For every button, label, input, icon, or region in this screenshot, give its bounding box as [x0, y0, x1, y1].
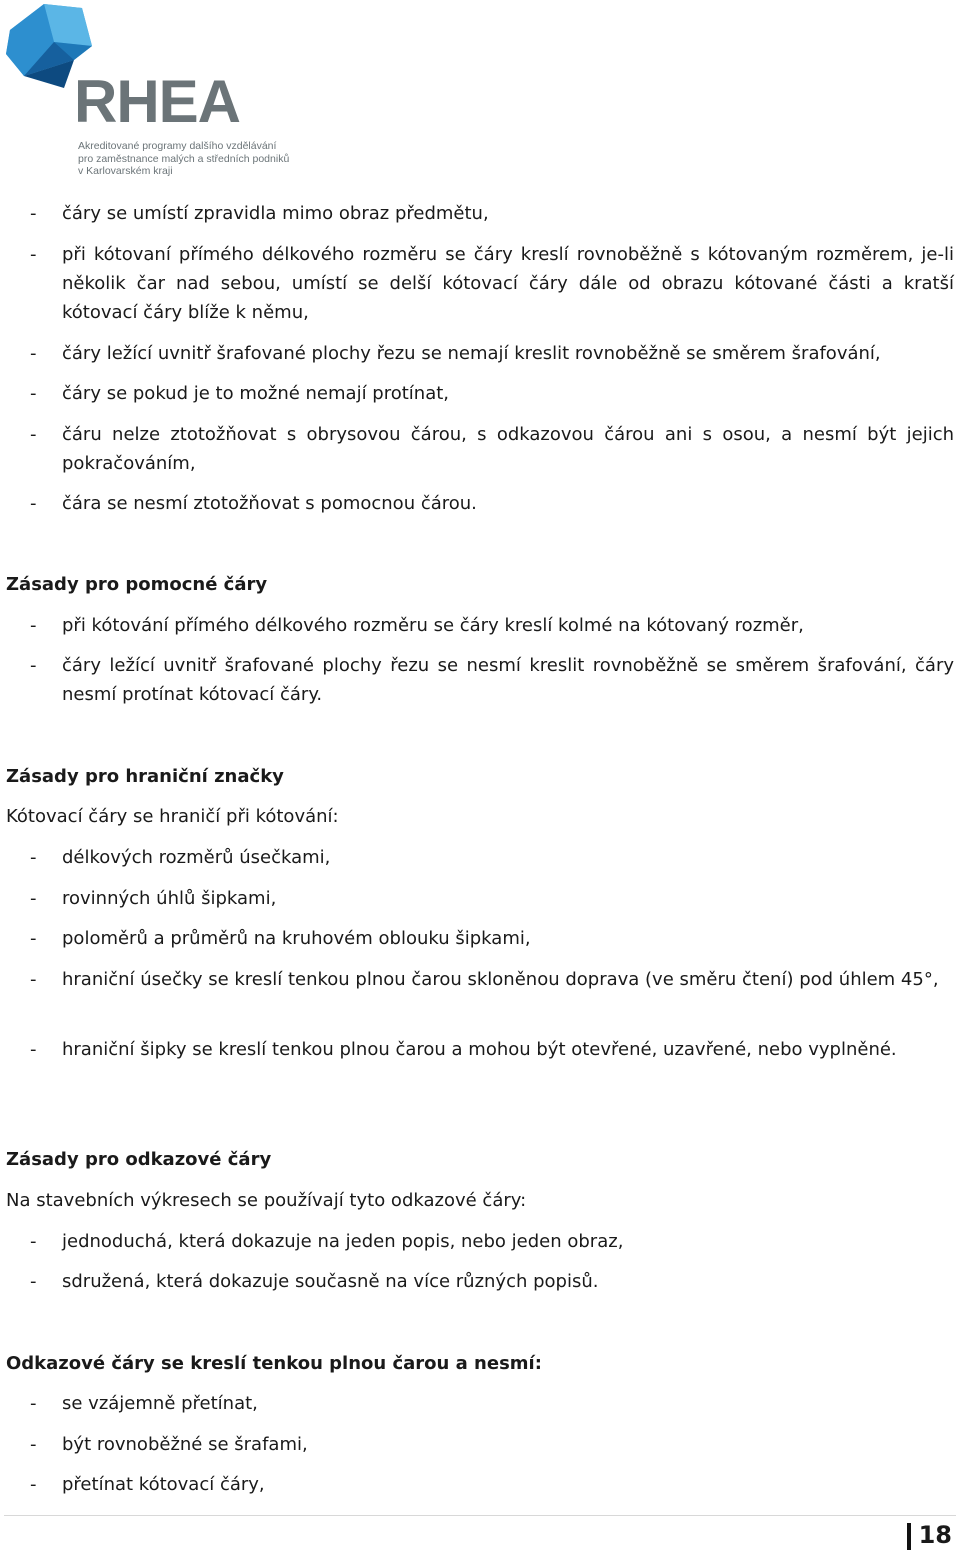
bullet-dash: -	[30, 888, 37, 909]
list-item-text: délkových rozměrů úsečkami,	[62, 847, 331, 868]
section-heading: Odkazové čáry se kreslí tenkou plnou čarou a nesmí:	[6, 1353, 542, 1374]
page-number-bar	[907, 1523, 911, 1550]
logo-wordmark: RHEA	[74, 68, 241, 135]
list-item-text: přetínat kótovací čáry,	[62, 1474, 265, 1495]
list-item-text: čáry se umístí zpravidla mimo obraz předmětu,	[62, 203, 489, 224]
list-item-text: jednoduchá, která dokazuje na jeden popis, nebo jeden obraz,	[62, 1231, 624, 1252]
bullet-dash: -	[30, 424, 37, 445]
section-heading: Zásady pro odkazové čáry	[6, 1149, 272, 1170]
list-item-text: se vzájemně přetínat,	[62, 1393, 258, 1414]
logo-subtitle-line: pro zaměstnance malých a středních podniků	[78, 152, 290, 165]
list-item-text: být rovnoběžné se šrafami,	[62, 1434, 308, 1455]
list-item-text: čára se nesmí ztotožňovat s pomocnou čárou.	[62, 493, 477, 514]
section-heading: Zásady pro pomocné čáry	[6, 574, 268, 595]
list-item-text: čáru nelze ztotožňovat s obrysovou čárou, s odkazovou čárou ani s osou, a nesmí být jejich pokračováním,	[62, 424, 954, 474]
page-number: 18	[918, 1521, 952, 1549]
list-item-text: čáry se pokud je to možné nemají protínat,	[62, 383, 450, 404]
list-item-text: hraniční úsečky se kreslí tenkou plnou čarou skloněnou doprava (ve směru čtení) pod úhlem 45°,	[62, 969, 939, 990]
bullet-dash: -	[30, 1231, 37, 1252]
list-item-text: čáry ležící uvnitř šrafované plochy řezu se nemají kreslit rovnoběžně se směrem šrafování,	[62, 343, 881, 364]
list-item-text: při kótování přímého délkového rozměru se čáry kreslí kolmé na kótovaný rozměr,	[62, 615, 804, 636]
section-intro: Na stavebních výkresech se používají tyto odkazové čáry:	[6, 1190, 527, 1211]
bullet-dash: -	[30, 847, 37, 868]
bullet-dash: -	[30, 655, 37, 676]
bullet-dash: -	[30, 383, 37, 404]
bullet-dash: -	[30, 244, 37, 265]
rhea-logo	[0, 0, 290, 185]
logo-subtitle	[78, 140, 290, 178]
bullet-dash: -	[30, 928, 37, 949]
bullet-dash: -	[30, 615, 37, 636]
bullet-dash: -	[30, 969, 37, 990]
bullet-dash: -	[30, 493, 37, 514]
bullet-dash: -	[30, 203, 37, 224]
list-item-text: rovinných úhlů šipkami,	[62, 888, 277, 909]
logo-subtitle-line: Akreditované programy dalšího vzdělávání	[78, 140, 277, 152]
bullet-dash: -	[30, 1393, 37, 1414]
bullet-dash: -	[30, 1271, 37, 1292]
list-item-text: čáry ležící uvnitř šrafované plochy řezu se nesmí kreslit rovnoběžně se směrem šrafování, čáry nesmí protínat kótovací čáry.	[62, 655, 954, 705]
bullet-dash: -	[30, 1474, 37, 1495]
list-item-text: poloměrů a průměrů na kruhovém oblouku šipkami,	[62, 928, 531, 949]
list-item-text: hraniční šipky se kreslí tenkou plnou čarou a mohou být otevřené, uzavřené, nebo vyplněné.	[62, 1039, 897, 1060]
logo-subtitle-line: v Karlovarském kraji	[78, 165, 173, 177]
list-item-text: při kótovaní přímého délkového rozměru se čáry kreslí rovnoběžně s kótovaným rozměrem, je-li několik čar nad sebou, umístí se delší kótovací čáry dále od obrazu kótované části a kratší kótovací čáry blíže k němu,	[62, 244, 954, 323]
bullet-dash: -	[30, 1434, 37, 1455]
list-item-text: sdružená, která dokazuje současně na více různých popisů.	[62, 1271, 599, 1292]
bullet-dash: -	[30, 1039, 37, 1060]
footer-divider	[4, 1515, 956, 1516]
bullet-dash: -	[30, 343, 37, 364]
section-heading: Zásady pro hraniční značky	[6, 766, 284, 787]
section-intro: Kótovací čáry se hraničí při kótování:	[6, 806, 339, 827]
